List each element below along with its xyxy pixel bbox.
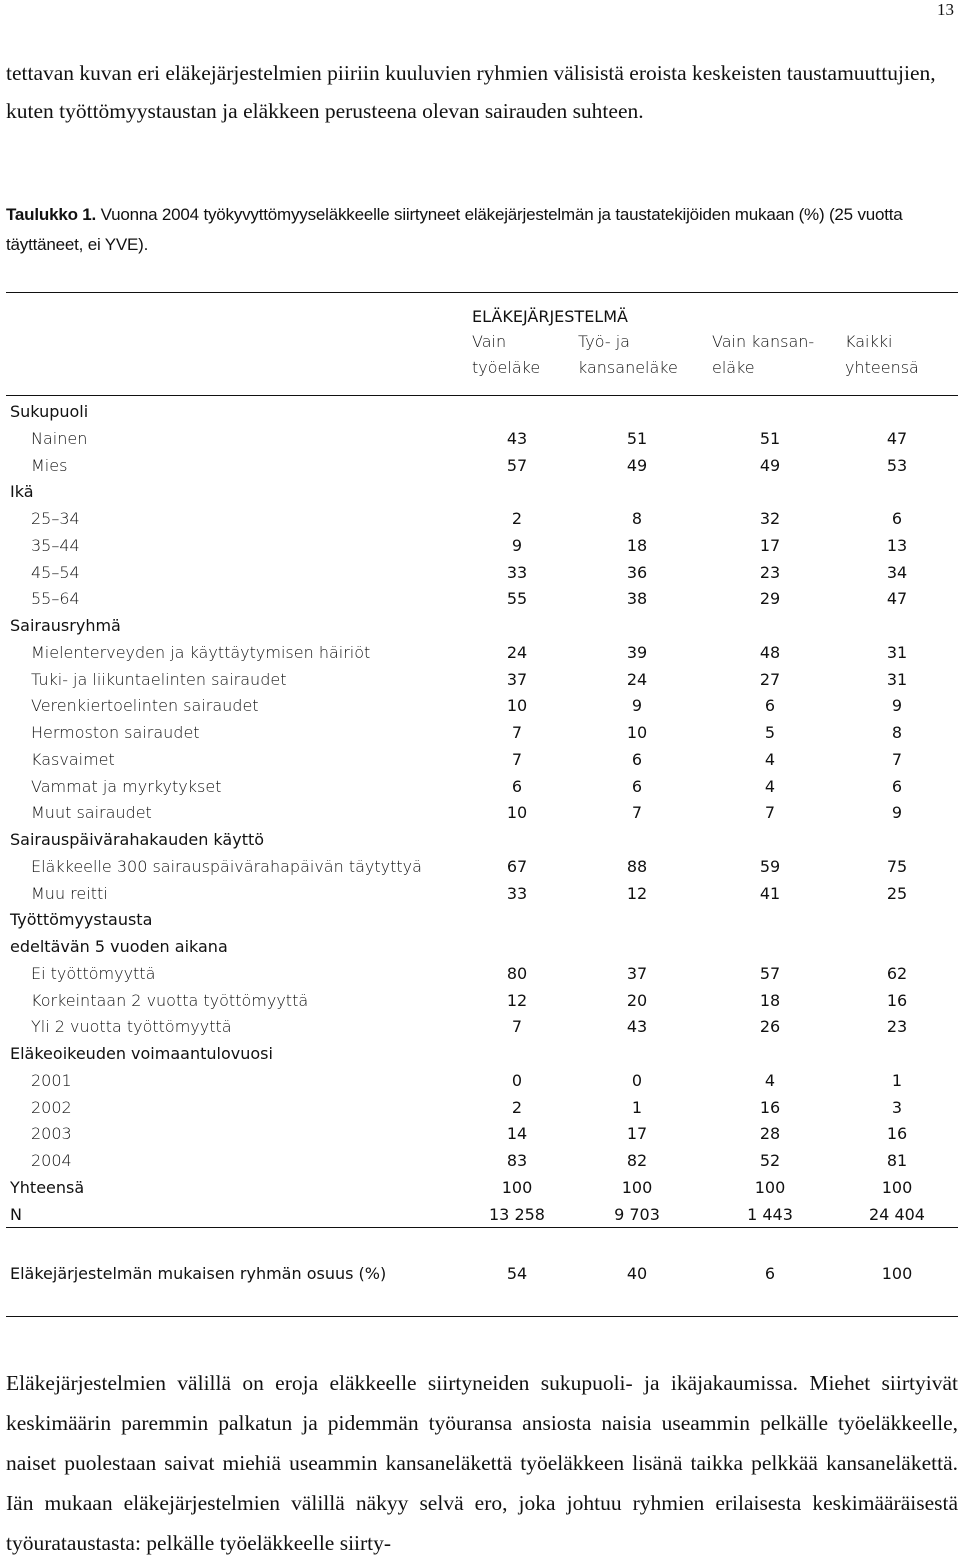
cell-value: 2 [511,1097,523,1117]
cell-value: 59 [759,856,781,876]
cell-value: 4 [764,1070,776,1090]
cell-value: 7 [764,803,776,823]
col-header-line1: Vain kansan- [712,332,815,351]
cell-value: 1 [631,1097,643,1117]
col-header-tyo-ja-kansanelake [578,329,678,381]
cell-value: 53 [886,455,908,475]
cell-value: 0 [631,1070,643,1090]
row-label: Muu reitti [31,883,108,903]
table-row [0,453,960,479]
cell-value: 47 [886,428,908,448]
cell-value: 28 [759,1124,781,1144]
share-value: 6 [764,1264,776,1283]
cell-value: 55 [506,589,528,609]
cell-value: 33 [506,883,528,903]
section-row [0,827,960,853]
cell-value: 52 [759,1151,781,1170]
table-row [0,747,960,773]
cell-value: 49 [626,455,648,475]
cell-value: 18 [759,990,781,1010]
table-row [0,881,960,907]
cell-value: 75 [886,856,908,876]
section-label: edeltävän 5 vuoden aikana [10,937,228,956]
cell-value: 7 [511,723,523,742]
table-row [0,1014,960,1040]
table-row [0,506,960,532]
cell-value: 7 [511,749,523,769]
section-label: Eläkeoikeuden voimaantulovuosi [10,1044,273,1063]
caption-label: Taulukko 1. [6,205,97,224]
cell-value: 1 [891,1070,903,1090]
section-row [0,907,960,933]
section-row [0,1202,960,1228]
col-header-kaikki-yhteensa [845,329,919,381]
table-rows-bottom-rule [6,1227,958,1228]
caption-text: Vuonna 2004 työkyvyttömyyseläkkeelle siirtyneet eläkejärjestelmän ja taustatekijöiden mukaan (%) (25 vuotta täyttäneet, ei YVE). [6,205,903,254]
col-header-line2: kansaneläke [578,358,678,377]
table-bottom-rule [6,1316,958,1317]
cell-value: 5 [764,723,776,742]
cell-value: 24 404 [869,1204,925,1224]
cell-value: 80 [506,963,528,983]
cell-value: 9 [891,696,903,716]
cell-value: 100 [621,1177,653,1197]
intro-paragraph: tettavan kuvan eri eläkejärjestelmien piiriin kuuluvien ryhmien välisistä eroista keskeisten taustamuuttujien, kuten työttömyystaustan ja eläkkeen perusteena olevan sairauden suhteen. [6,61,936,123]
row-label: Yli 2 vuotta työttömyyttä [31,1017,232,1037]
section-row [0,479,960,505]
table-row [0,1121,960,1147]
cell-value: 7 [631,803,643,823]
cell-value: 57 [759,963,781,983]
cell-value: 6 [764,696,776,716]
cell-value: 37 [626,963,648,983]
col-header-vain-kansanelake [712,329,814,381]
cell-value: 6 [891,509,903,528]
table-header-rule [6,395,958,396]
cell-value: 29 [759,589,781,609]
cell-value: 13 [886,535,908,555]
section-label: Työttömyystausta [10,910,153,930]
cell-value: 81 [886,1151,908,1170]
row-label: Korkeintaan 2 vuotta työttömyyttä [31,990,309,1010]
share-row-label: Eläkejärjestelmän mukaisen ryhmän osuus (%) [10,1264,387,1283]
cell-value: 82 [626,1151,648,1170]
cell-value: 18 [626,535,648,555]
row-label: Muut sairaudet [31,803,152,823]
table-row [0,640,960,666]
section-row [0,399,960,425]
col-header-line1: Työ- ja [578,332,630,351]
cell-value: 51 [759,428,781,448]
table-row [0,667,960,693]
cell-value: 17 [759,535,781,555]
section-label: Sukupuoli [10,402,89,421]
cell-value: 36 [626,562,648,582]
table-row [0,586,960,612]
table-top-rule [6,292,958,293]
row-label: Mielenterveyden ja käyttäytymisen häiriöt [31,642,371,662]
page-number: 13 [937,0,954,19]
table-row [0,533,960,559]
share-value: 100 [881,1264,913,1283]
table-row [0,800,960,826]
cell-value: 43 [506,428,528,448]
table-row [0,1068,960,1094]
cell-value: 16 [886,990,908,1010]
section-label: N [10,1204,22,1224]
cell-value: 10 [506,696,528,716]
share-value: 40 [626,1264,648,1283]
cell-value: 51 [626,428,648,448]
cell-value: 8 [631,509,643,528]
table-row [0,961,960,987]
cell-value: 6 [631,776,643,796]
cell-value: 27 [759,669,781,689]
cell-value: 0 [511,1070,523,1090]
cell-value: 26 [759,1017,781,1037]
cell-value: 12 [626,883,648,903]
cell-value: 57 [506,455,528,475]
row-label: Hermoston sairaudet [31,723,200,742]
table-row [0,1095,960,1121]
cell-value: 41 [759,883,781,903]
row-label: 35–44 [31,535,80,555]
cell-value: 100 [881,1177,913,1197]
row-label: Mies [31,455,68,475]
cell-value: 37 [506,669,528,689]
table-row [0,720,960,746]
share-value: 54 [506,1264,528,1283]
table-row [0,854,960,880]
body-paragraph: Eläkejärjestelmien välillä on eroja eläkkeelle siirtyneiden sukupuoli- ja ikäjakaumissa. Miehet siirtyivät keskimäärin paremmin palkatun ja pidemmän työuransa ansiosta naisia useammin pelkälle työeläkkeelle, naiset puolestaan saivat miehiä useammin kansaneläkettä työeläkkeen lisänä taikka pelkkää kansaneläkettä. Iän mukaan eläkejärjestelmien välillä näkyy selvä ero, joka johtuu ryhmien erilaisesta keskimääräisestä työurataustasta: pelkälle työeläkkeelle siirty- [6,1371,958,1555]
table-row [0,560,960,586]
section-label: Yhteensä [10,1177,85,1197]
cell-value: 83 [506,1151,528,1170]
cell-value: 43 [626,1017,648,1037]
table-row [0,774,960,800]
table-caption [6,200,954,260]
cell-value: 62 [886,963,908,983]
cell-value: 49 [759,455,781,475]
cell-value: 14 [506,1124,528,1144]
cell-value: 6 [511,776,523,796]
cell-value: 38 [626,589,648,609]
cell-value: 32 [759,509,781,528]
cell-value: 8 [891,723,903,742]
row-label: Nainen [31,428,88,448]
section-row [0,613,960,639]
cell-value: 23 [759,562,781,582]
row-label: Ei työttömyyttä [31,963,156,983]
section-label: Sairausryhmä [10,616,121,635]
section-label: Sairauspäivärahakauden käyttö [10,830,265,849]
row-label: 25–34 [31,509,80,528]
cell-value: 9 703 [614,1204,660,1224]
row-label: 2003 [31,1124,72,1144]
cell-value: 23 [886,1017,908,1037]
table-row [0,988,960,1014]
row-label: 45–54 [31,562,80,582]
cell-value: 4 [764,776,776,796]
table-row [0,426,960,452]
col-header-line2: yhteensä [845,358,919,377]
col-header-line1: Vain [472,332,507,351]
cell-value: 24 [626,669,648,689]
cell-value: 9 [631,696,643,716]
section-label: Ikä [10,482,34,502]
section-row [0,1041,960,1067]
cell-value: 16 [759,1097,781,1117]
cell-value: 6 [891,776,903,796]
cell-value: 67 [506,856,528,876]
cell-value: 3 [891,1097,903,1117]
row-label: Kasvaimet [31,749,115,769]
col-header-vain-tyoelake [472,329,540,381]
cell-value: 10 [506,803,528,823]
cell-value: 2 [511,509,523,528]
cell-value: 20 [626,990,648,1010]
group-header: ELÄKEJÄRJESTELMÄ [472,307,628,326]
table-row [0,693,960,719]
cell-value: 48 [759,642,781,662]
cell-value: 4 [764,749,776,769]
cell-value: 31 [886,669,908,689]
row-label: Eläkkeelle 300 sairauspäivärahapäivän täytyttyä [31,856,422,876]
cell-value: 47 [886,589,908,609]
section-row [0,934,960,960]
col-header-line2: eläke [712,358,755,377]
row-label: Vammat ja myrkytykset [31,776,222,796]
cell-value: 13 258 [489,1204,545,1224]
cell-value: 12 [506,990,528,1010]
cell-value: 25 [886,883,908,903]
share-row [0,1261,960,1287]
row-label: Tuki- ja liikuntaelinten sairaudet [31,669,287,689]
cell-value: 33 [506,562,528,582]
cell-value: 39 [626,642,648,662]
cell-value: 17 [626,1124,648,1144]
col-header-line1: Kaikki [845,332,893,351]
row-label: 2002 [31,1097,72,1117]
cell-value: 34 [886,562,908,582]
row-label: 2001 [31,1070,72,1090]
cell-value: 16 [886,1124,908,1144]
cell-value: 7 [511,1017,523,1037]
table-row [0,1148,960,1174]
cell-value: 88 [626,856,648,876]
cell-value: 24 [506,642,528,662]
row-label: 2004 [31,1151,72,1170]
cell-value: 9 [891,803,903,823]
cell-value: 7 [891,749,903,769]
cell-value: 1 443 [747,1204,793,1224]
cell-value: 100 [754,1177,786,1197]
cell-value: 6 [631,749,643,769]
cell-value: 31 [886,642,908,662]
row-label: 55–64 [31,589,80,609]
section-row [0,1175,960,1201]
col-header-line2: työeläke [472,358,541,377]
cell-value: 9 [511,535,523,555]
cell-value: 100 [501,1177,533,1197]
cell-value: 10 [626,723,648,742]
row-label: Verenkiertoelinten sairaudet [31,696,259,716]
